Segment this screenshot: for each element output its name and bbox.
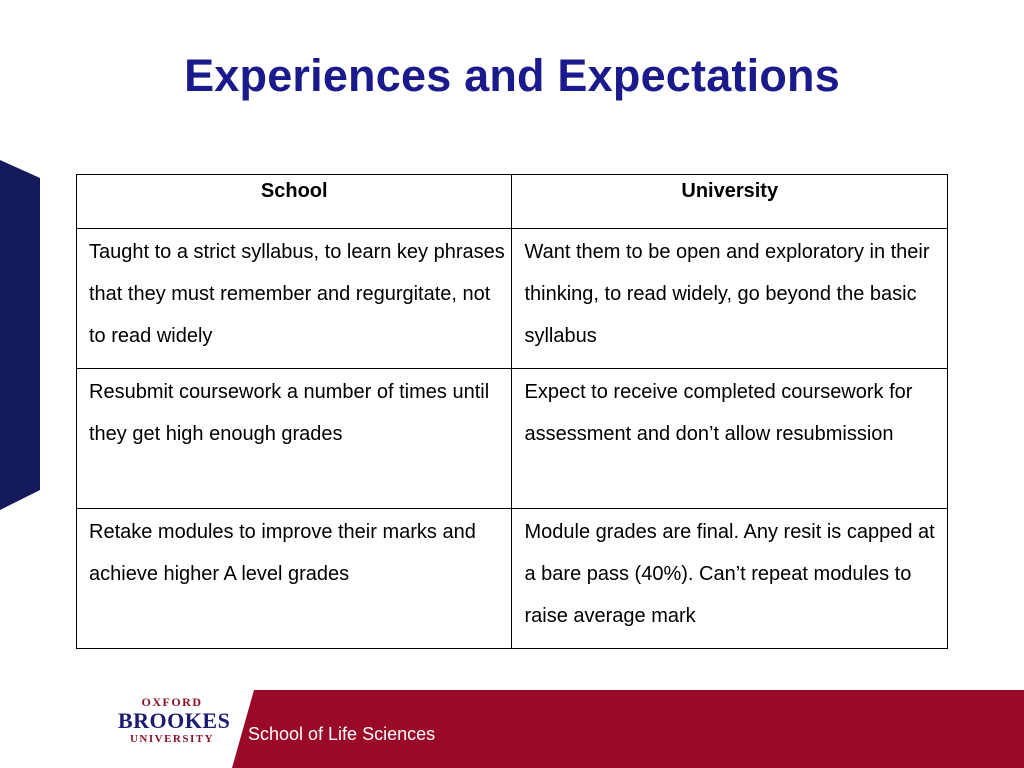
table-row <box>77 509 948 649</box>
table-row <box>77 369 948 509</box>
table-cell-university: Want them to be open and exploratory in their thinking, to read widely, go beyond the basic syllabus <box>512 229 948 369</box>
logo-line-university: UNIVERSITY <box>129 733 215 745</box>
logo-line-oxford: OXFORD <box>141 695 203 709</box>
column-header-school: School <box>77 175 512 229</box>
footer-school-name: School of Life Sciences <box>248 724 436 744</box>
comparison-table <box>76 174 948 649</box>
side-accent-tab <box>0 160 40 510</box>
table-cell-school: Retake modules to improve their marks and achieve higher A level grades <box>77 509 512 649</box>
footer-logo-area <box>0 690 240 768</box>
table-row <box>77 229 948 369</box>
table-cell-university: Module grades are final. Any resit is capped at a bare pass (40%). Can’t repeat modules to raise average mark <box>512 509 948 649</box>
table-header-row <box>77 175 948 229</box>
oxford-brookes-logo <box>118 695 231 745</box>
table-cell-school: Taught to a strict syllabus, to learn key phrases that they must remember and regurgitate, not to read widely <box>77 229 512 369</box>
table-cell-university: Expect to receive completed coursework for assessment and don’t allow resubmission <box>512 369 948 509</box>
column-header-university: University <box>512 175 948 229</box>
table-cell-school: Resubmit coursework a number of times until they get high enough grades <box>77 369 512 509</box>
logo-line-brookes: BROOKES <box>118 708 231 733</box>
slide-title: Experiences and Expectations <box>184 50 840 101</box>
footer <box>0 690 1024 768</box>
